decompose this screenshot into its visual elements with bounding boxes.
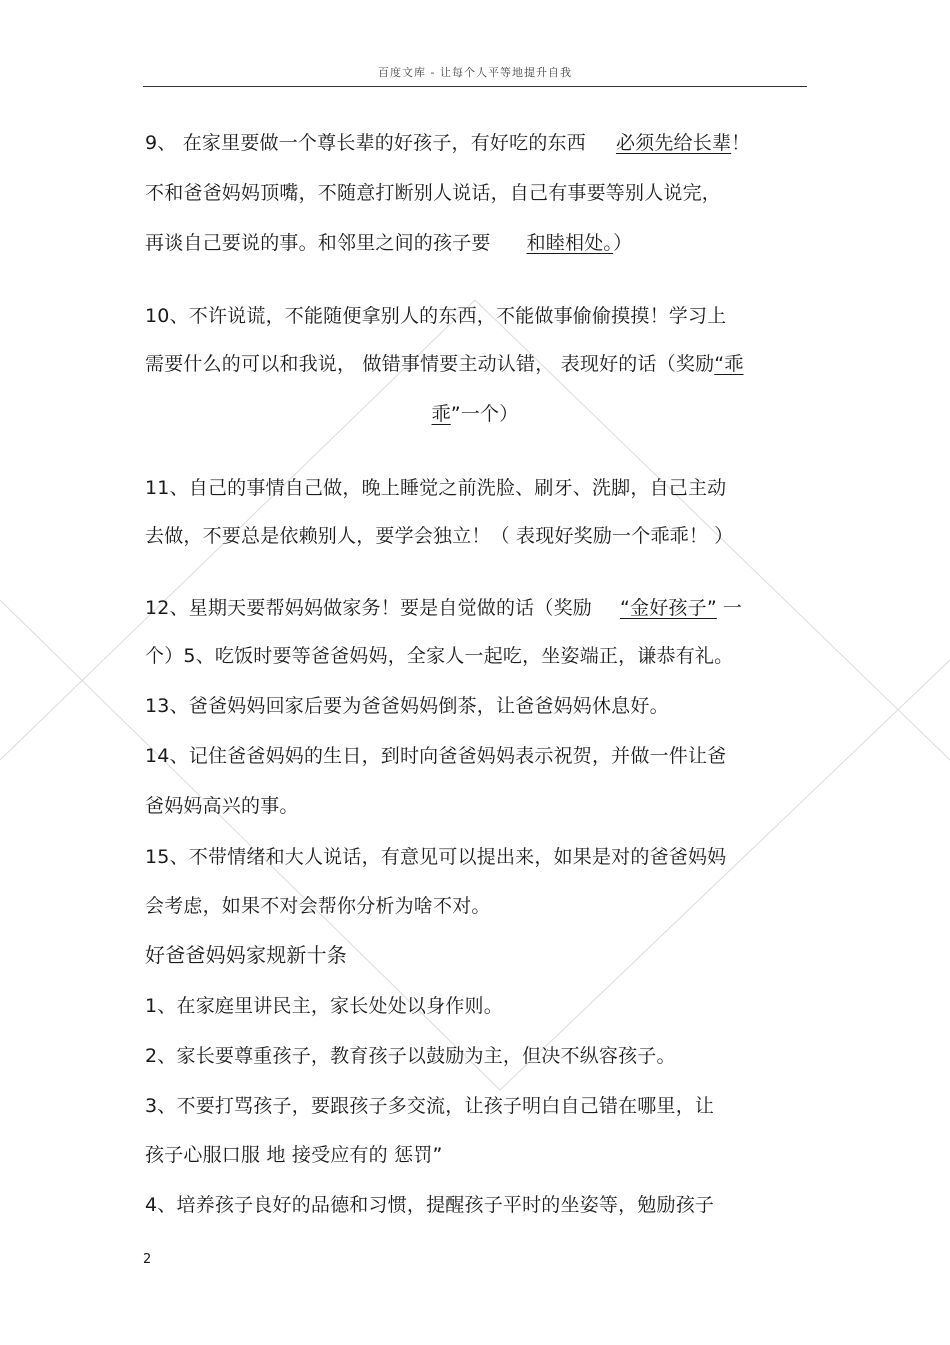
text-line: 2、家长要尊重孩子，教育孩子以鼓励为主，但决不纵容孩子。	[145, 1045, 676, 1067]
text-line: 3、不要打骂孩子，要跟孩子多交流，让孩子明白自己错在哪里，让	[145, 1095, 715, 1117]
text-line: 11、自己的事情自己做，晚上睡觉之前洗脸、刷牙、洗脚，自己主动	[145, 477, 727, 499]
text-line: 10、不许说谎，不能随便拿别人的东西，不能做事偷偷摸摸！学习上	[145, 305, 727, 327]
text-line: 14、记住爸爸妈妈的生日，到时向爸爸妈妈表示祝贺，并做一件让爸	[145, 745, 727, 767]
text-line: 会考虑，如果不对会帮你分析为啥不对。	[145, 895, 491, 917]
header-rule	[143, 86, 807, 87]
text-line: 9、 在家里要做一个尊长辈的好孩子，有好吃的东西 必须先给长辈！	[145, 132, 751, 154]
page-header: 百度文库 - 让每个人平等地提升自我	[378, 66, 572, 79]
text-line: 1、在家庭里讲民主，家长处处以身作则。	[145, 995, 503, 1017]
underlined-text: 乖	[431, 403, 451, 425]
text-line: 需要什么的可以和我说， 做错事情要主动认错， 表现好的话（奖励“乖	[145, 353, 744, 375]
text-line: 12、星期天要帮妈妈做家务！要是自觉做的话（奖励 “金好孩子” 一	[145, 597, 743, 619]
page-number: 2	[143, 1252, 152, 1267]
section-heading: 好爸爸妈妈家规新十条	[145, 943, 347, 967]
text-line: 13、爸爸妈妈回家后要为爸爸妈妈倒茶，让爸爸妈妈休息好。	[145, 695, 669, 717]
text-line: 不和爸爸妈妈顶嘴，不随意打断别人说话，自己有事要等别人说完，	[145, 182, 722, 204]
text-line: 爸妈妈高兴的事。	[145, 795, 299, 817]
underlined-text: 必须先给长辈	[615, 132, 732, 154]
text-line: 个）5、吃饭时要等爸爸妈妈，全家人一起吃，坐姿端正，谦恭有礼。	[145, 645, 734, 667]
underlined-text: 和睦相处。	[526, 232, 614, 254]
text-line: 去做，不要总是依赖别人，要学会独立！（ 表现好奖励一个乖乖！ ）	[145, 525, 734, 547]
text-line: 再谈自己要说的事。和邻里之间的孩子要 和睦相处。）	[145, 232, 633, 254]
text-line: 孩子心服口服 地 接受应有的 惩罚”	[145, 1144, 443, 1166]
underlined-text: “乖	[714, 353, 744, 375]
text-line: 15、不带情绪和大人说话，有意见可以提出来，如果是对的爸爸妈妈	[145, 846, 727, 868]
text-line: 4、培养孩子良好的品德和习惯，提醒孩子平时的坐姿等，勉励孩子	[145, 1194, 715, 1216]
underlined-text: “金好孩子”	[619, 597, 717, 619]
text-line: 乖”一个）	[431, 403, 519, 425]
